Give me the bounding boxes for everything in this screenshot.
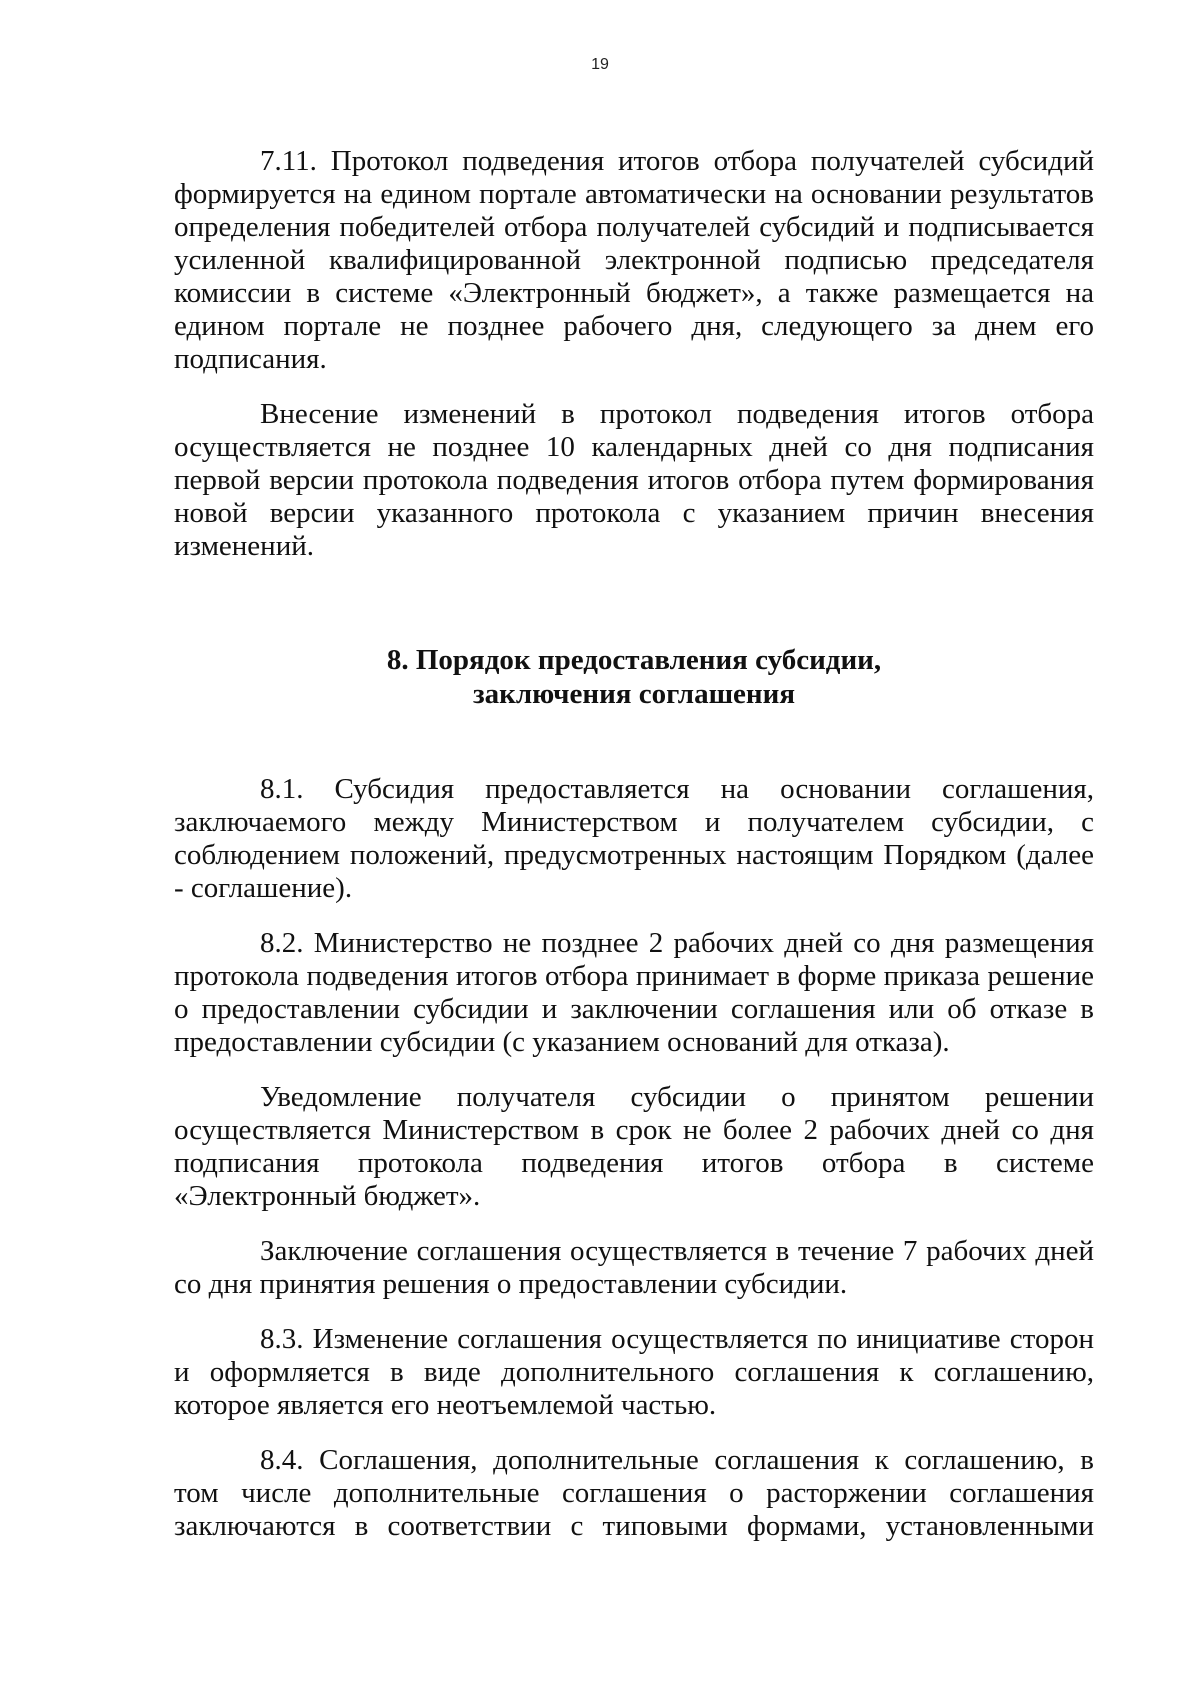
paragraph-8-4: 8.4. Соглашения, дополнительные соглашения к соглашению, в том числе дополнительные соглашения о расторжении соглашения заключаются в соответствии с типовыми формами, установленными xyxy=(174,1444,1094,1542)
paragraph-protocol-changes: Внесение изменений в протокол подведения итогов отбора осуществляется не позднее 10 календарных дней со дня подписания первой версии протокола подведения итогов отбора путем формирования новой версии указанного протокола с указанием причин внесения изменений. xyxy=(174,398,1094,562)
paragraph-8-1: 8.1. Субсидия предоставляется на основании соглашения, заключаемого между Министерством и получателем субсидии, с соблюдением положений, предусмотренных настоящим Порядком (далее - соглашение). xyxy=(174,773,1094,904)
section-title-line-2: заключения соглашения xyxy=(472,678,796,710)
paragraph-8-2: 8.2. Министерство не позднее 2 рабочих дней со дня размещения протокола подведения итогов отбора принимает в форме приказа решение о предоставлении субсидии и заключении соглашения или об отказе в предоставлении субсидии (с указанием оснований для отказа). xyxy=(174,927,1094,1058)
document-body xyxy=(174,145,1094,1565)
section-title-line-1: 8. Порядок предоставления субсидии, xyxy=(386,644,882,676)
section-heading xyxy=(174,643,1094,711)
paragraph-7-11: 7.11. Протокол подведения итогов отбора получателей субсидий формируется на едином портале автоматически на основании результатов определения победителей отбора получателей субсидий и подписывается усиленной квалифицированной электронной подписью председателя комиссии в системе «Электронный бюджет», а также размещается на едином портале не позднее рабочего дня, следующего за днем его подписания. xyxy=(174,145,1094,375)
paragraph-notification: Уведомление получателя субсидии о принятом решении осуществляется Министерством в срок не более 2 рабочих дней со дня подписания протокола подведения итогов отбора в системе «Электронный бюджет». xyxy=(174,1081,1094,1212)
page-number: 19 xyxy=(591,56,609,73)
paragraph-8-3: 8.3. Изменение соглашения осуществляется по инициативе сторон и оформляется в виде дополнительного соглашения к соглашению, которое является его неотъемлемой частью. xyxy=(174,1323,1094,1421)
paragraph-conclusion: Заключение соглашения осуществляется в течение 7 рабочих дней со дня принятия решения о предоставлении субсидии. xyxy=(174,1235,1094,1300)
